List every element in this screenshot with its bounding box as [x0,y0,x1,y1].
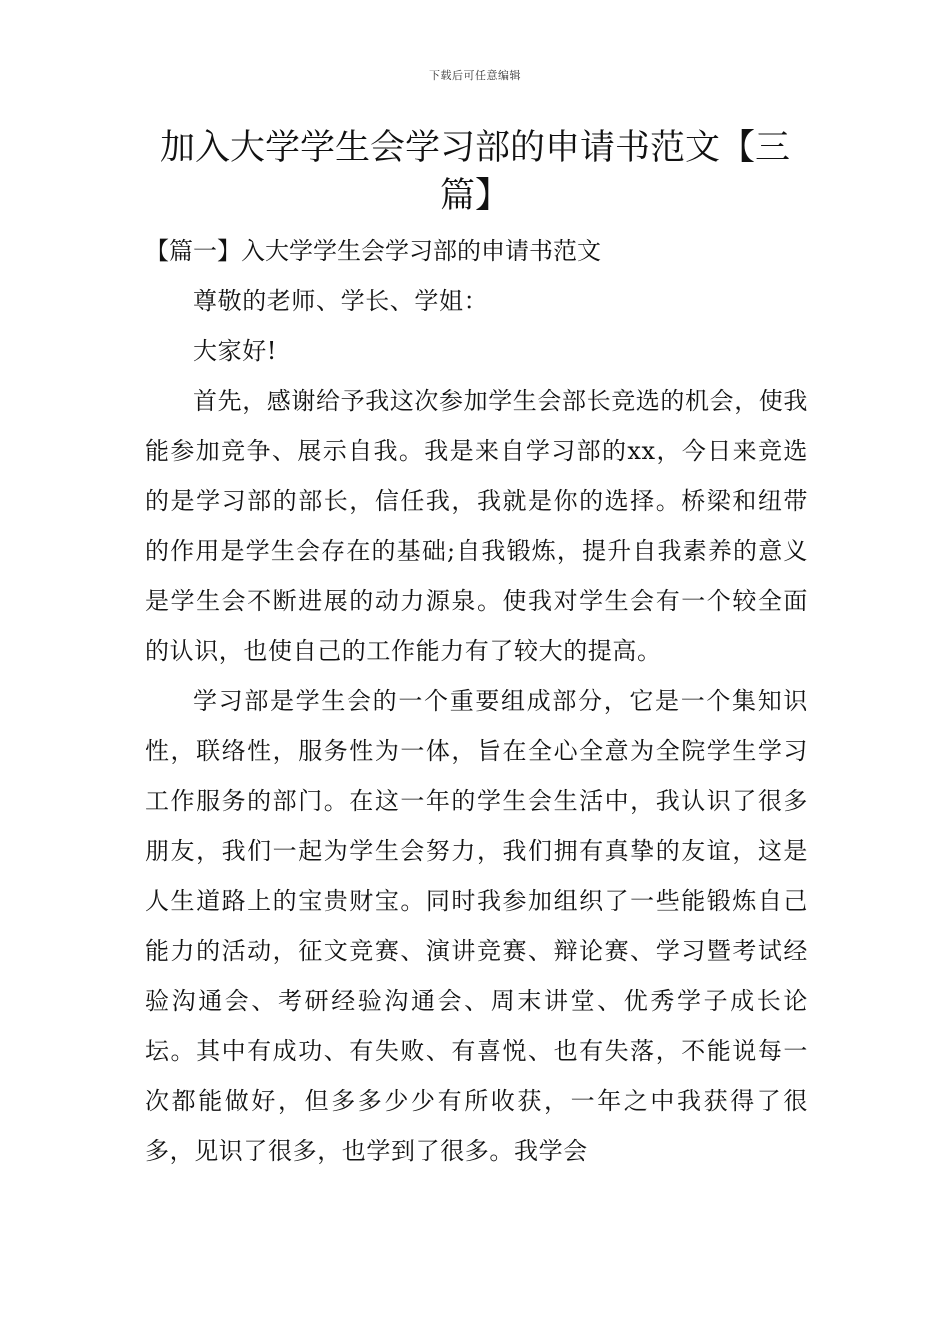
section-heading: 【篇一】入大学学生会学习部的申请书范文 [145,237,601,265]
document-title: 加入大学学生会学习部的申请书范文【三篇】 [159,128,790,216]
body-paragraph: 首先，感谢给予我这次参加学生会部长竞选的机会，使我能参加竞争、展示自我。我是来自学习部的xx，今日来竞选的是学习部的部长，信任我，我就是你的选择。桥梁和纽带的作用是学生会存在的基础;自我锻炼，提升自我素养的意义是学生会不断进展的动力源泉。使我对学生会有一个较全面的认识，也使自己的工作能力有了较大的提高。 [145,387,808,665]
body-paragraph: 学习部是学生会的一个重要组成部分，它是一个集知识性，联络性，服务性为一体，旨在全心全意为全院学生学习工作服务的部门。在这一年的学生会生活中，我认识了很多朋友，我们一起为学生会努力，我们拥有真挚的友谊，这是人生道路上的宝贵财宝。同时我参加组织了一些能锻炼自己能力的活动，征文竞赛、演讲竞赛、辩论赛、学习暨考试经验沟通会、考研经验沟通会、周末讲堂、优秀学子成长论坛。其中有成功、有失败、有喜悦、也有失落，不能说每一次都能做好，但多多少少有所收获，一年之中我获得了很多，见识了很多，也学到了很多。我学会 [145,687,808,1165]
salutation-paragraph: 尊敬的老师、学长、学姐： [193,287,489,315]
document-body [145,226,808,1176]
greeting-paragraph: 大家好! [193,337,278,365]
header-note: 下载后可任意编辑 [429,69,521,82]
